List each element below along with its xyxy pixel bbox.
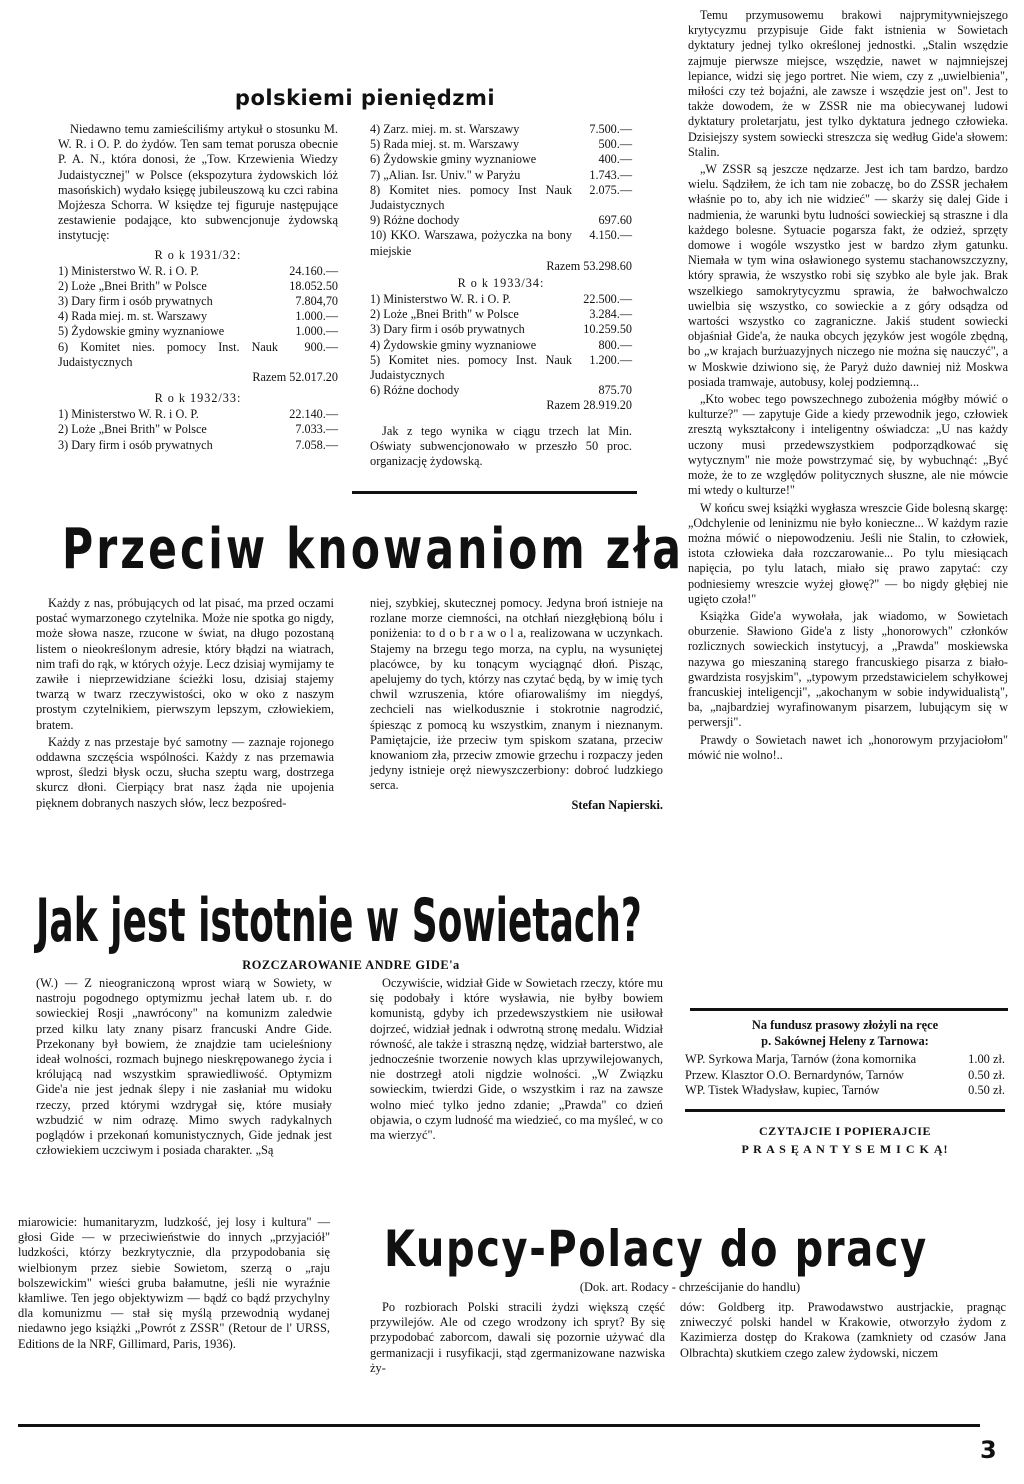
row-label: 4) Żydowskie gminy wyznaniowe: [370, 337, 537, 352]
fund-entry-value: 0.50 zł.: [968, 1083, 1005, 1097]
table-row: [58, 279, 338, 294]
article3-subheading: ROZCZAROWANIE ANDRE GIDE'a: [242, 958, 460, 972]
row-label: 9) Różne dochody: [370, 213, 460, 228]
article3-par-1: (W.) — Z nieograniczoną wprost wiarą w Sowiety, w nastroju pogodnego optymizmu jechał latem ub. r. do sowieckiej Rosji „nawrócony" na komunizm zaledwie przed kilku laty znany pisarz francuski Andre Gide. Przekonany był bowiem, że znajdzie tam ucieleśniony ideał wolności, rozmach bujnego nieskrępowanego życia i królującą nad wszystkim sprawiedliwość. Optymizm Gide'a nie jest jednak ślepy i nie zasłaniał mu widoku rzeczy, przed którymi wzdrygał się, które musiały wzbudzić w nim odrazę. Mimo swych radykalnych poglądów i przekonań komunistycznych, Gide jednak jest człowiekiem uczciwym i posiada charakter. „Są: [36, 976, 332, 1158]
row-label: 3) Dary firm i osób prywatnych: [58, 437, 213, 452]
row-label: 4) Zarz. miej. m. st. Warszawy: [370, 122, 520, 136]
article3-right-par-6: Prawdy o Sowietach nawet ich „honorowym przyjaciołom" mówić nie wolno!..: [688, 732, 1008, 762]
row-label: 6) Komitet nies. pomocy Inst. Nauk Judaistycznych: [58, 339, 278, 369]
row-label: 3) Dary firm i osób prywatnych: [58, 294, 213, 309]
table-row: [58, 294, 338, 309]
row-value: 875.70: [598, 383, 632, 398]
row-value: 800.—: [598, 337, 632, 352]
fund-box: [685, 1018, 1005, 1157]
article4-column-2: [680, 1300, 1006, 1363]
row-value: 1.000.—: [295, 309, 338, 324]
table-row: [370, 353, 632, 383]
row-label: 3) Dary firm i osób prywatnych: [370, 322, 525, 337]
row-label: 2) Loże „Bnei Brith" w Polsce: [58, 422, 207, 437]
article4-column-1: [370, 1300, 665, 1378]
article3-par-2: Oczywiście, widział Gide w Sowietach rzeczy, które mu się podobały i które wysławia, nie byłby bowiem komunistą, gdyby ich przedewszystkiem nie usiłował dojrzeć, widział jednak i odwrotną stronę medalu. Widział równość, ale także i straszną nędzę, widział barterstwo, ale jednocześnie tworzenie nowych klas uprzywilejowanych, nie dostrzegł atoli nigdzie wolności. „W Związku sowieckim, twierdzi Gide, o wszystkim i raz na zawsze wolno mieć tylko jedno zdanie; „Prawda" co dzień objawia, o czym ludność ma wiedzieć, co ma myśleć, w co ma wierzyć".: [370, 976, 663, 1143]
article3-right-par-5: Książka Gide'a wywołała, jak wiadomo, w Sowietach oburzenie. Sławiono Gide'a z listy „honorowych" członków rozlicznych sowieckich instytucyj, a „Prawda" moskiewska nazywa go mieszaniną starego francuskiego pisarza z biało-gwardzista rosyjskim", „typowym przedstawicielem schyłkowej francuskiej inteligencji", „akochanym w sobie indywidualistą", ba, „najbardziej wyrafinowanym pisarzem, lubującym się w perwersji".: [688, 608, 1008, 730]
article4-heading: Kupcy-Polacy do pracy: [384, 1220, 928, 1278]
row-value: 2.075.—: [589, 182, 632, 197]
table-row: [58, 340, 338, 370]
table-row: [370, 122, 632, 137]
fund-entry: [685, 1052, 1005, 1068]
row-label: 1) Ministerstwo W. R. i O. P.: [58, 263, 199, 278]
row-label: 6) Różne dochody: [370, 383, 460, 398]
table-row: [370, 152, 632, 167]
article3-par-3: miarowicie: humanitaryzm, ludzkość, jej losy i kultura" — głosi Gide — w przeciwieństwie do innych „przyjaciół" ludzkości, którzy bezkrytycznie, dla przypodobania się wielbionym przez siebie Sowietom, szerzą o „raju bolszewickim" wieści gruba bałamutne, jeśli nie wyraźnie kłamliwe. Ten jego objektywizm — bądź co bądź przychylny dla komunizmu — stał się myślą przewodnią wydanej niedawno jego książki „Powrót z ZSSR" (Retour de l' URSS, Editions de la NRF, Gillimard, Paris, 1936).: [18, 1215, 330, 1351]
fund-entry-value: 1.00 zł.: [968, 1052, 1005, 1066]
row-label: 6) Żydowskie gminy wyznaniowe: [370, 152, 537, 167]
article3-heading: Jak jest istotnie w Sowietach?: [36, 886, 642, 956]
row-value: 500.—: [598, 137, 632, 152]
row-label: 2) Loże „Bnei Brith" w Polsce: [370, 307, 519, 322]
fund-entries: [685, 1052, 1005, 1099]
row-value: 22.500.—: [583, 292, 632, 307]
row-value: 24.160.—: [289, 263, 338, 278]
article4-par-2: dów: Goldberg itp. Prawodawstwo austrjackie, pragnąc zniweczyć polski handel w Krakowie, otworzyło żydom z Kazimierza dostęp do Krakowa (zamkniety od czasów Jana Olbrachta) skutkiem czego zalew żydowski, niczem: [680, 1300, 1006, 1360]
fund-entry-label: Przew. Klasztor O.O. Bernardynów, Tarnów: [685, 1067, 904, 1082]
row-value: 3.284.—: [589, 307, 632, 322]
row-value: 18.052.50: [289, 278, 338, 293]
page-number: 3: [980, 1436, 998, 1464]
table-row: [58, 264, 338, 279]
fund-entry-label: WP. Syrkowa Marja, Tarnów (żona komornika: [685, 1052, 917, 1066]
table-row: [370, 292, 632, 307]
table-row: [370, 228, 632, 258]
row-value: 1.743.—: [589, 167, 632, 182]
table-row: [370, 322, 632, 337]
row-value: 22.140.—: [289, 407, 338, 422]
article3-right-par-4: W końcu swej książki wygłasza wreszcie Gide bolesną skargę: „Odchylenie od leninizmu nie było konieczne... W każdym razie można mówić o niepowodzeniu. Jeśli nie Stalin, to człowiek, istota człowieka dała rozczarowanie... Po tylu miesiącach napięcia, po tylu latach, miało się prawo zapytać: czy podniesiemy wreszcie wyżej głowę?" — bo nigdy głębiej nie ugięto czoła!": [688, 500, 1008, 606]
row-value: 7.804,70: [295, 294, 338, 309]
total-1931: Razem 52.017.20: [252, 370, 338, 385]
article3-right-par-3: „Kto wobec tego powszechnego zubożenia mógłby mówić o kulturze?" — zapytuje Gide a kiedy przewodnik jego, człowiek zresztą wykształcony i inteligentny oświadcza: „U nas każdy uczony musi przedewszystkiem podporządkować się wytycznym" nie może powstrzymać się, by wybuchnąć: „Być może, że to ze względów politycznych słuszne, ale nie mówcie mi wtedy o kulturze!": [688, 392, 1008, 498]
table-row: [58, 309, 338, 324]
row-value: 1.200.—: [589, 352, 632, 367]
fund-entry-value: 0.50 zł.: [968, 1067, 1005, 1082]
fund-entry: [685, 1068, 1005, 1084]
row-value: 7.033.—: [295, 422, 338, 437]
fund-entry: [685, 1083, 1005, 1099]
year-1933: R o k 1933/34:: [457, 276, 545, 291]
article1-column-right: [370, 122, 632, 471]
article2-heading: Przeciw knowaniom zła: [62, 517, 685, 582]
table-1933: [370, 292, 632, 398]
row-label: 5) Rada miej. st. m. Warszawy: [370, 137, 520, 152]
table-row: [370, 137, 632, 152]
table-row: [58, 438, 338, 453]
slogan-2: P R A S Ę A N T Y S E M I C K Ą!: [741, 1141, 949, 1156]
article2-par-3: niej, szybkiej, skutecznej pomocy. Jedyna broń istnieje na rozlane morze ciemności, na otchłań niezgłębioną bólu i poniżenia: to d o b r a w o l a, realizowana w uczynkach. Stajemy na brzegu tego morza, na cyplu, na wysuniętej placówce, by ku tonącym wyciągnąć dłoń. Pisząc, apelujemy do tych, którzy nas czytać będą, by w imię tych chwil wzruszenia, które ofiarowaliśmy im niegdyś, zechcieli nas wielkodusznie i stokrotnie nagrodzić, śpiesząc z pomocą ku wszystkim, znanym i nieznanym. Pamiętajcie, iże przeciw tym spiskom szatana, przeciw knowaniom zła, przeciw zmowie grzechu i rozpaczy jeden jedyny istnieje oręż niewyszczerbiony: dobroć ludzkiego serca.: [370, 596, 663, 793]
article2-par-1: Każdy z nas, próbujących od lat pisać, ma przed oczami postać wymarzonego czytelnika. Może nie spotka go nigdy, może słowa nasze, rzucone w świat, na długo pozostaną listem o nieokreślonym adresie, który błądzi na wiatrach, nim trafi do rąk, w których ożyje. Lecz dzisiaj wymijamy te zawiłe i nieprzewidziane ścieżki losu, dzisiaj stajemy twarzą w twarz rzeczywistości, oko w oko z naszym prostym czytelnikiem, pierwszym lepszym, człowiekiem, bratem.: [36, 596, 334, 732]
row-label: 8) Komitet nies. pomocy Inst Nauk Judaistycznych: [370, 182, 572, 213]
article3-column-3: [18, 1215, 330, 1354]
fund-heading-2: p. Sakównej Heleny z Tarnowa:: [761, 1034, 929, 1048]
article1-intro: Niedawno temu zamieściliśmy artykuł o stosunku M. W. R. i O. P. do żydów. Ten sam temat porusza obecnie P. A. N., która donosi, że „Tow. Krzewienia Wiedzy Judaistycznej" w Polsce (ekspozytura żydowskich lóż masońskich) wydało księgę jubileuszową ku czci rabina Mojżesza Schorra. W księdze tej figuruje następujące zestawienie podające, kto subwencjonuje żydowską instytucję:: [58, 122, 338, 243]
slogan-1: CZYTAJCIE I POPIERAJCIE: [759, 1123, 931, 1138]
row-value: 900.—: [304, 339, 338, 354]
row-value: 10.259.50: [583, 322, 632, 337]
article4-subheading: (Dok. art. Rodacy - chrześcijanie do handlu): [579, 1280, 801, 1294]
divider-1: [352, 491, 637, 494]
table-row: [58, 324, 338, 339]
row-label: 7) „Alian. Isr. Univ." w Paryżu: [370, 167, 521, 182]
article1-heading: polskiemi pieniędzmi: [234, 86, 496, 110]
article2-column-left: [36, 596, 334, 813]
article4-par-1: Po rozbiorach Polski stracili żydzi większą część przywilejów. Ale od czego wrodzony ich spryt? By się przypodobać zaborcom, dawali się pozornie używać dla germanizacji i rusyfikacji, stąd zgermanizowane nazwiska ży-: [370, 1300, 665, 1375]
table-row: [370, 213, 632, 228]
row-value: 400.—: [598, 152, 632, 167]
row-label: 2) Loże „Bnei Brith" w Polsce: [58, 278, 207, 293]
article3-right-column: [688, 8, 1008, 765]
article3-right-par-1: Temu przymusowemu brakowi najprymitywniejszego krytycyzmu przypisuje Gide fakt istnienia w Sowietach dyktatury jednej tylko określonej jednostki. „Stalin wszędzie zajmuje pierwsze miejsce, wszędzie, nawet w najmniejszej lepiance, widzi się jego portret. Nie wiem, czy z „uwielbienia", miłości czy też bojaźni, ale zawsze i wszędzie jest on". Jest to także dowodem, że w ZSSR nie ma obiecywanej ludowi dyktatury proletarjatu, jest tylko dyktatura jednego człowieka. Dzisiejszy system sowiecki streszcza się według Gide'a słowem: Stalin.: [688, 8, 1008, 159]
divider-bottom: [18, 1424, 980, 1427]
year-1931: R o k 1931/32:: [154, 247, 242, 262]
divider-fund-top: [690, 1008, 1008, 1011]
article3-right-par-2: „W ZSSR są jeszcze nędzarze. Jest ich tam bardzo, bardzo wielu. Sądziłem, że ich tam nie zobaczę, bo do ZSSR jechałem właśnie po to, aby ich nie widzieć" — skarży się dalej Gide i nadmienia, że warunki bytu ludności sowieckiej są straszne i dla każdego bolesne. Sytuacie pogarsza fakt, że odzież, sprzęty domowe i wogóle wszystko jest w bardzo złym gatunku. Niemała w tym wina osławionego systemu stachanowszczyzny, który sprawia, że wszystko robi się szybko ale byle jak. Brak wszelkiego samokrytycyzmu sprawia, że bałwochwalczo uwielbia się wszystko, co sowieckie a z góry odsądza od wartości wszystko co zagraniczne. Jakiś student sowiecki objaśniał Gide'a, że nauka obcych języków jest wogóle zbędną, bo „w krajach burżuazyjnych niczego nie można się nauczyć", a w Moskwie dziwiono się, że Paryż dużo dawniej niż Moskwa posiada tramwaje, autobusy, kolej podziemną...: [688, 162, 1008, 389]
row-value: 7.058.—: [295, 437, 338, 452]
total-1932: Razem 53.298.60: [546, 258, 632, 273]
table-row: [370, 338, 632, 353]
table-1932a: [58, 407, 338, 453]
article2-signature: Stefan Napierski.: [571, 797, 663, 812]
divider-fund-bottom: [685, 1109, 1005, 1112]
row-value: 1.000.—: [295, 324, 338, 339]
table-row: [370, 307, 632, 322]
table-row: [58, 422, 338, 437]
row-label: 5) Komitet nies. pomocy Inst. Nauk Judaistycznych: [370, 352, 572, 383]
year-1932: R o k 1932/33:: [154, 391, 242, 406]
total-1933: Razem 28.919.20: [546, 398, 632, 413]
row-value: 7.500.—: [589, 122, 632, 136]
article2-column-right: [370, 596, 663, 813]
row-label: 1) Ministerstwo W. R. i O. P.: [370, 292, 511, 307]
row-label: 10) KKO. Warszawa, pożyczka na bony miejskie: [370, 228, 572, 258]
fund-heading-1: Na fundusz prasowy złożyli na ręce: [751, 1018, 939, 1032]
table-row: [370, 383, 632, 398]
article2-par-2: Każdy z nas przestaje być samotny — zaznaje rojonego oddawna szczęścia wspólności. Każdy z nas przemawia wprost, śledzi błysk oczu, słucha szeptu warg, dostrzega skurcz dłoni. Cierpiący brat nasz żąda nie upojenia pięknem dobranych naszych słów, lecz bezpośred-: [36, 734, 334, 810]
table-1932b: [370, 122, 632, 259]
table-row: [58, 407, 338, 422]
article3-column-2: [370, 976, 663, 1145]
table-row: [370, 183, 632, 213]
row-value: 697.60: [598, 213, 632, 228]
table-row: [370, 168, 632, 183]
article3-column-1: [36, 976, 332, 1160]
article1-column-left: [58, 122, 338, 453]
article1-conclusion: Jak z tego wynika w ciągu trzech lat Min. Oświaty subwencjonowało w przeszło 50 proc. organizację żydowską.: [370, 423, 632, 469]
fund-entry-label: WP. Tistek Władysław, kupiec, Tarnów: [685, 1083, 880, 1097]
row-label: 4) Rada miej. m. st. Warszawy: [58, 309, 208, 324]
row-label: 1) Ministerstwo W. R. i O. P.: [58, 407, 199, 422]
table-1931: [58, 264, 338, 370]
row-label: 5) Żydowskie gminy wyznaniowe: [58, 324, 225, 339]
row-value: 4.150.—: [589, 228, 632, 243]
